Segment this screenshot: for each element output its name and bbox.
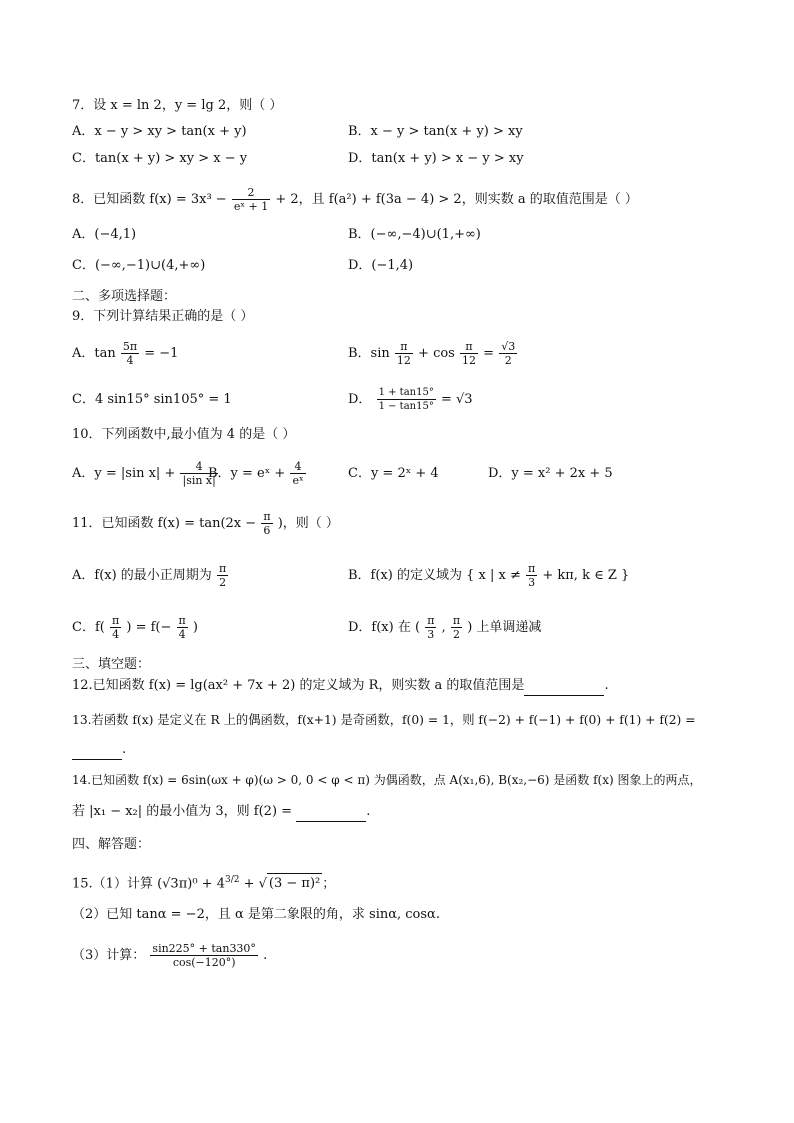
q11-b-num: π (527, 562, 536, 575)
q8-option-b: B．(−∞,−4)∪(1,+∞) (348, 227, 481, 242)
q9-a-pre: A．tan (72, 346, 116, 361)
q9-a-post: = −1 (144, 346, 179, 361)
q15-p1-sqrt: (3 − π)² (267, 873, 322, 894)
q11-c-fraction-1 (110, 614, 121, 641)
q7-stem: 7．设 x = ln 2，y = lg 2，则（ ） (72, 98, 283, 113)
q11-c-post: ) (192, 620, 198, 635)
section-fill-blank: 三、填空题： (72, 657, 151, 672)
q9-a-den: 4 (126, 354, 134, 367)
q15-p1-end: ； (322, 876, 336, 892)
q8-frac-den: eˣ + 1 (233, 200, 269, 213)
q11-d-post: ) 上单调递减 (467, 620, 542, 635)
q11-a-den: 2 (219, 576, 227, 589)
q12 (72, 676, 609, 696)
q8-stem-a: 8．已知函数 f(x) = 3x³ − (72, 192, 227, 207)
q11-d-den1: 3 (427, 628, 435, 641)
q11-stem-den: 6 (263, 524, 271, 537)
q10-stem: 10．下列函数中,最小值为 4 的是（ ） (72, 427, 296, 442)
q13-end: . (122, 742, 127, 757)
q11-a-num: π (218, 562, 227, 575)
q9-d-fraction (377, 386, 436, 413)
q15-p1-plus: + (239, 876, 259, 892)
q8-option-d: D．(−1,4) (348, 258, 414, 273)
q9-b-fraction-2 (460, 340, 478, 367)
q9-b-eq: = (483, 346, 495, 361)
q10-option-b (208, 460, 307, 487)
q7-option-d: D．tan(x + y) > x − y > xy (348, 151, 524, 166)
q12-text: 12.已知函数 f(x) = lg(ax² + 7x + 2) 的定义域为 R，则实数 a 的取值范围是 (72, 678, 525, 693)
q11-stem-b: )，则（ ） (277, 516, 339, 531)
q11-stem-fraction (261, 510, 272, 537)
q9-b-num2: π (460, 340, 478, 354)
q11-d-fraction-1 (425, 614, 436, 641)
q14-answer-blank[interactable] (296, 807, 366, 822)
q9-b-num3: √3 (501, 340, 516, 353)
q9-option-a (72, 340, 178, 367)
q11-d-pre: D．f(x) 在 ( (348, 620, 421, 635)
q11-d-fraction-2 (451, 614, 462, 641)
q7-option-b: B．x − y > tan(x + y) > xy (348, 124, 523, 139)
q13-answer-line (72, 740, 126, 760)
q10-a-num: 4 (180, 460, 217, 474)
q9-b-den2: 12 (462, 354, 476, 367)
q9-option-b (348, 340, 518, 367)
q10-b-den: eˣ (292, 474, 304, 487)
q12-end: . (604, 678, 609, 693)
q10-option-d: D．y = x² + 2x + 5 (488, 466, 613, 481)
q11-stem-num: π (263, 510, 271, 523)
q11-option-a (72, 562, 229, 589)
q11-d-comma: , (441, 620, 446, 635)
q10-option-a (72, 460, 219, 487)
q11-d-num2: π (452, 614, 461, 627)
q11-c-den2: 4 (178, 628, 186, 641)
q15-part1: 15.（1）计算 $(√3\pi)^0 + 4^{3/2}$ + √ (3 − π)² ； (72, 870, 335, 894)
q9-option-c: C．4 sin15° sin105° = 1 (72, 392, 232, 407)
q8-stem (72, 186, 638, 213)
q15-p1-exponent: 3/2 (224, 875, 240, 885)
q15-part3 (72, 942, 267, 969)
q11-c-num2: π (178, 614, 186, 627)
q14-end: . (366, 804, 371, 819)
q13: 13.若函数 f(x) 是定义在 R 上的偶函数，f(x+1) 是奇函数，f(0) = 1，则 f(−2) + f(−1) + f(0) + f(1) + f(2) = (72, 713, 696, 727)
q11-b-post: + kπ, k ∈ Z } (542, 568, 630, 583)
q11-b-pre: B．f(x) 的定义域为 { x | x ≠ (348, 568, 521, 583)
q11-a-pre: A．f(x) 的最小正周期为 (72, 568, 212, 583)
q9-a-num: 5π (122, 340, 138, 353)
q11-option-c (72, 614, 198, 641)
q9-a-fraction (121, 340, 139, 367)
q11-c-pre: C．f( (72, 620, 105, 635)
q11-d-den2: 2 (452, 628, 460, 641)
q11-b-den: 3 (528, 576, 536, 589)
q9-b-den3: 2 (504, 354, 512, 367)
section-solutions: 四、解答题： (72, 837, 151, 852)
q10-b-num: 4 (290, 460, 305, 474)
q11-d-num1: π (427, 614, 435, 627)
q11-a-fraction (217, 562, 228, 589)
q9-b-fraction-3 (499, 340, 517, 367)
q8-option-c: C．(−∞,−1)∪(4,+∞) (72, 258, 206, 273)
q10-option-c: C．y = 2ˣ + 4 (348, 466, 439, 481)
q11-option-d (348, 614, 541, 641)
q10-b-fraction (290, 460, 305, 487)
q9-d-den: 1 − tan15° (378, 401, 434, 412)
q15-part2: （2）已知 tanα = −2，且 α 是第二象限的角，求 sinα, cosα. (72, 907, 440, 922)
q9-b-den1: 12 (396, 354, 411, 367)
q11-c-mid: ) = f(− (126, 620, 172, 635)
q8-fraction (232, 186, 270, 213)
q8-stem-b: + 2，且 f(a²) + f(3a − 4) > 2，则实数 a 的取值范围是（ ） (275, 192, 638, 207)
q7-option-a: A．x − y > xy > tan(x + y) (72, 124, 247, 139)
q15-p3-end: . (263, 948, 268, 963)
q9-stem: 9．下列计算结果正确的是（ ） (72, 309, 254, 324)
q15-p3-den: cos(−120°) (172, 956, 236, 969)
q8-option-a: A．(−4,1) (72, 227, 137, 242)
q14-line2-text: 若 |x₁ − x₂| 的最小值为 3，则 f(2) = (72, 804, 293, 819)
q11-stem (72, 510, 339, 537)
q11-stem-a: 11．已知函数 f(x) = tan(2x − (72, 516, 257, 531)
q15-p3-fraction (150, 942, 258, 969)
q11-c-num1: π (111, 614, 120, 627)
q9-d-post: = √3 (440, 392, 473, 407)
q7-option-c: C．tan(x + y) > xy > x − y (72, 151, 248, 166)
q9-b-pre: B．sin (348, 346, 390, 361)
q15-p3-num: sin225° + tan330° (152, 942, 256, 955)
q8-frac-num: 2 (232, 186, 270, 200)
q10-a-den: |sin x| (182, 474, 216, 487)
q14-line2 (72, 802, 370, 822)
q9-d-pre: D． (348, 392, 372, 407)
q12-answer-blank[interactable] (524, 681, 604, 696)
q15-p1-pre: 15.（1）计算 (√3π)⁰ + 4 (72, 876, 225, 892)
q11-b-fraction (526, 562, 537, 589)
q10-a-pre: A．y = |sin x| + (72, 466, 176, 481)
q9-b-num1: π (395, 340, 413, 354)
q9-d-num: 1 + tan15° (378, 387, 434, 398)
q14-line1: 14.已知函数 f(x) = 6sin(ωx + φ)(ω > 0, 0 < φ < π) 为偶函数，点 A(x₁,6), B(x₂,−6) 是函数 f(x) 图象上的两点， (72, 773, 702, 787)
q9-b-fraction-1 (395, 340, 413, 367)
q9-b-mid: + cos (418, 346, 455, 361)
q13-answer-blank[interactable] (72, 745, 122, 760)
section-multiple-choice: 二、多项选择题： (72, 289, 177, 304)
q11-option-b (348, 562, 629, 589)
q11-c-fraction-2 (177, 614, 188, 641)
q11-c-den1: 4 (112, 628, 120, 641)
q15-p3-pre: （3）计算： (72, 948, 146, 963)
q10-b-pre: B．y = eˣ + (208, 466, 286, 481)
q9-option-d (348, 386, 473, 413)
